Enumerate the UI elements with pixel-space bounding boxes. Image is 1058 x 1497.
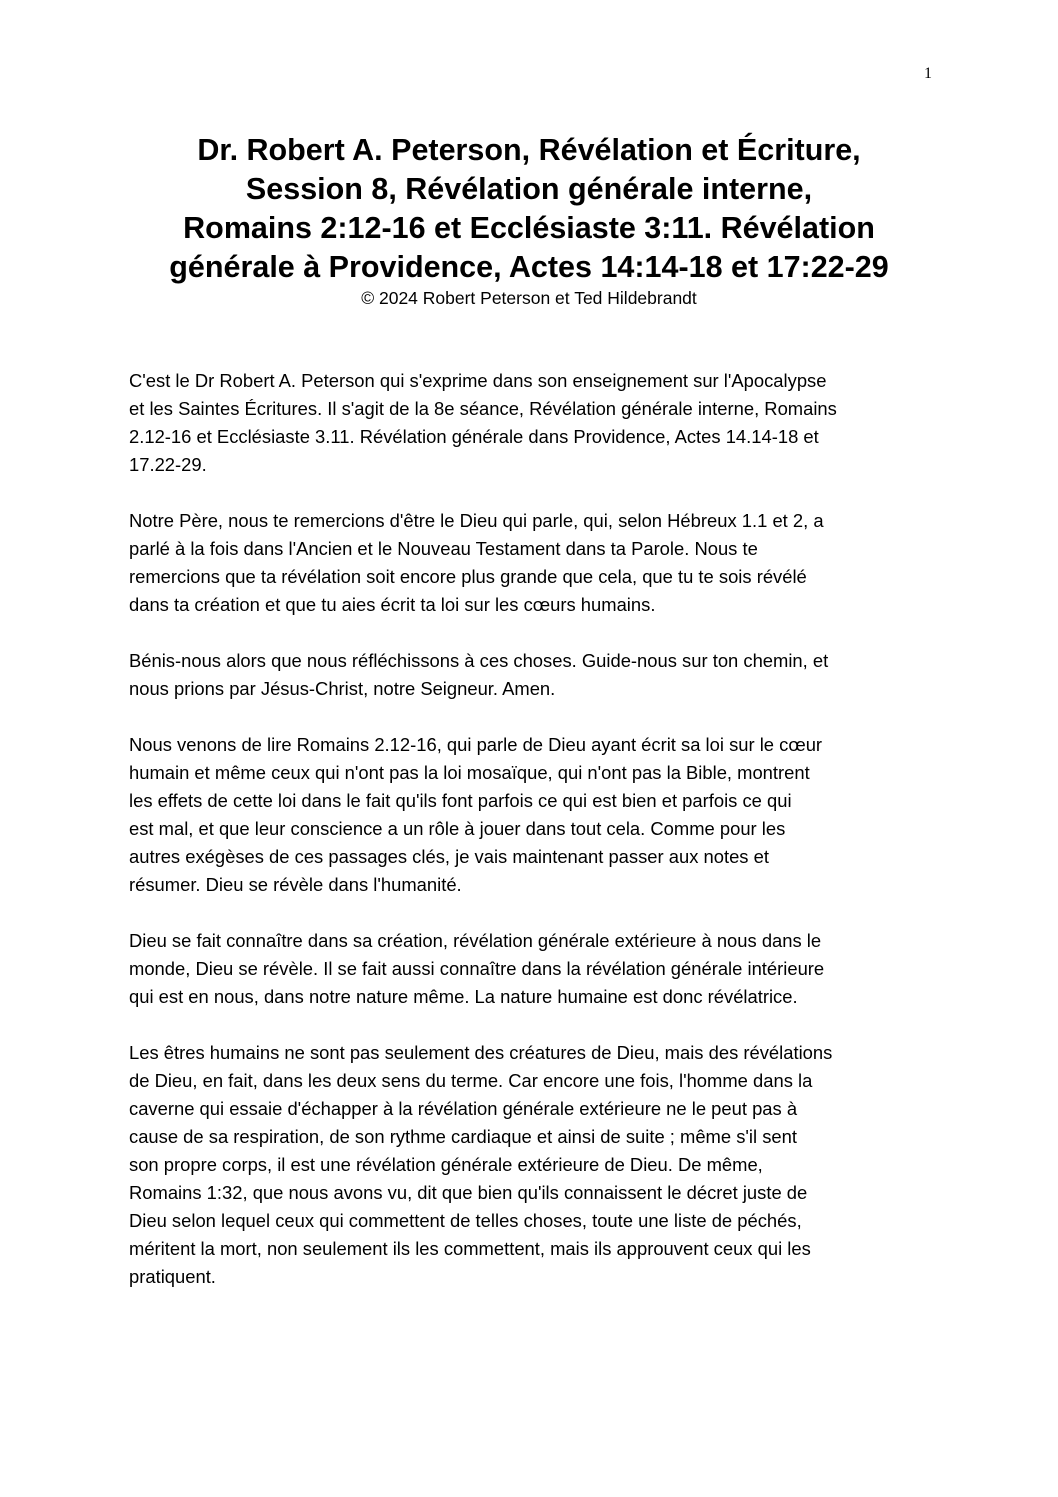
text-line: autres exégèses de ces passages clés, je vais maintenant passer aux notes et <box>129 846 769 867</box>
text-line: Les êtres humains ne sont pas seulement des créatures de Dieu, mais des révélations <box>129 1042 833 1063</box>
title-line: générale à Providence, Actes 14:14-18 et 17:22-29 <box>169 250 889 284</box>
text-line: et les Saintes Écritures. Il s'agit de la 8e séance, Révélation générale interne, Romains <box>129 398 837 419</box>
text-line: Notre Père, nous te remercions d'être le Dieu qui parle, qui, selon Hébreux 1.1 et 2, a <box>129 510 824 531</box>
text-line: Dieu se fait connaître dans sa création, révélation générale extérieure à nous dans le <box>129 930 822 951</box>
text-line: Nous venons de lire Romains 2.12-16, qui parle de Dieu ayant écrit sa loi sur le cœur <box>129 734 823 755</box>
text-line: les effets de cette loi dans le fait qu'ils font parfois ce qui est bien et parfois ce qui <box>129 790 792 811</box>
paragraph-human-beings <box>129 1039 939 1291</box>
paragraph-prayer <box>129 507 939 619</box>
text-line: pratiquent. <box>129 1266 216 1287</box>
paragraph-blessing <box>129 647 939 703</box>
text-line: qui est en nous, dans notre nature même. La nature humaine est donc révélatrice. <box>129 986 798 1007</box>
text-line: de Dieu, en fait, dans les deux sens du terme. Car encore une fois, l'homme dans la <box>129 1070 813 1091</box>
paragraph-romans <box>129 731 939 899</box>
text-line: résumer. Dieu se révèle dans l'humanité. <box>129 874 462 895</box>
text-line: 17.22-29. <box>129 454 207 475</box>
text-line: Romains 1:32, que nous avons vu, dit que bien qu'ils connaissent le décret juste de <box>129 1182 808 1203</box>
text-line: est mal, et que leur conscience a un rôle à jouer dans tout cela. Comme pour les <box>129 818 786 839</box>
text-line: monde, Dieu se révèle. Il se fait aussi connaître dans la révélation générale intérieure <box>129 958 825 979</box>
text-line: caverne qui essaie d'échapper à la révélation générale extérieure ne le peut pas à <box>129 1098 798 1119</box>
text-line: dans ta création et que tu aies écrit ta loi sur les cœurs humains. <box>129 594 656 615</box>
text-line: son propre corps, il est une révélation générale extérieure de Dieu. De même, <box>129 1154 763 1175</box>
paragraph-intro <box>129 367 939 479</box>
text-line: humain et même ceux qui n'ont pas la loi mosaïque, qui n'ont pas la Bible, montrent <box>129 762 810 783</box>
document-title <box>120 131 938 309</box>
page-number: 1 <box>924 65 932 82</box>
title-line: Dr. Robert A. Peterson, Révélation et Écriture, <box>197 133 861 167</box>
text-line: 2.12-16 et Ecclésiaste 3.11. Révélation générale dans Providence, Actes 14.14-18 et <box>129 426 819 447</box>
text-line: méritent la mort, non seulement ils les commettent, mais ils approuvent ceux qui les <box>129 1238 811 1259</box>
text-line: parlé à la fois dans l'Ancien et le Nouveau Testament dans ta Parole. Nous te <box>129 538 758 559</box>
document-body <box>129 367 939 1319</box>
copyright-notice: © 2024 Robert Peterson et Ted Hildebrandt <box>361 288 697 308</box>
text-line: Dieu selon lequel ceux qui commettent de telles choses, toute une liste de péchés, <box>129 1210 802 1231</box>
title-line: Romains 2:12-16 et Ecclésiaste 3:11. Révélation <box>183 211 875 245</box>
text-line: C'est le Dr Robert A. Peterson qui s'exprime dans son enseignement sur l'Apocalypse <box>129 370 827 391</box>
text-line: nous prions par Jésus-Christ, notre Seigneur. Amen. <box>129 678 556 699</box>
title-line: Session 8, Révélation générale interne, <box>245 172 813 206</box>
text-line: cause de sa respiration, de son rythme cardiaque et ainsi de suite ; même s'il sent <box>129 1126 797 1147</box>
text-line: remercions que ta révélation soit encore plus grande que cela, que tu te sois révélé <box>129 566 807 587</box>
paragraph-creation <box>129 927 939 1011</box>
text-line: Bénis-nous alors que nous réfléchissons à ces choses. Guide-nous sur ton chemin, et <box>129 650 829 671</box>
